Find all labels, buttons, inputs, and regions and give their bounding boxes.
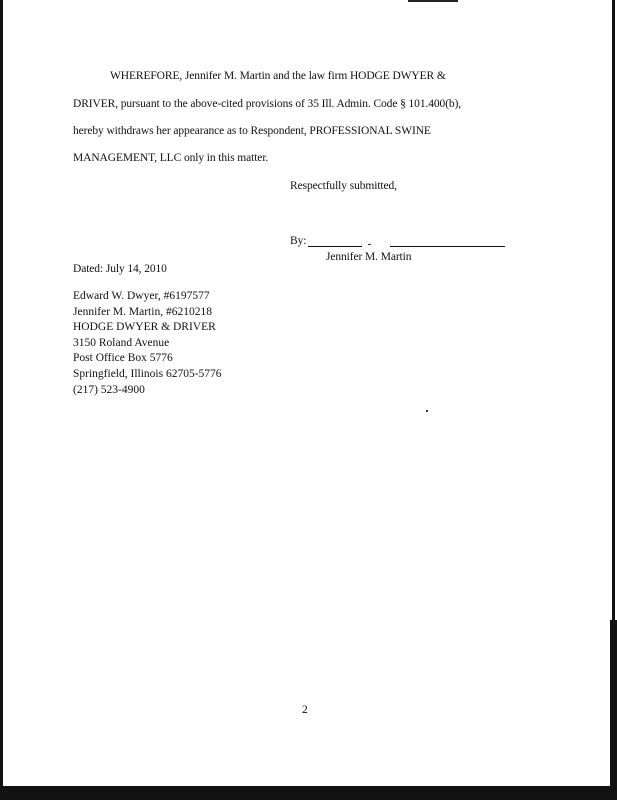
signature-by-label: By: <box>290 235 307 247</box>
signer-name: Jennifer M. Martin <box>326 251 412 263</box>
counsel-line: 3150 Roland Avenue <box>73 336 170 349</box>
scan-border-bottom <box>0 786 617 800</box>
counsel-line: HODGE DWYER & DRIVER <box>73 321 216 334</box>
signature-tick-mark <box>368 244 371 245</box>
counsel-line: Jennifer M. Martin, #6210218 <box>73 305 212 318</box>
counsel-line: (217) 523-4900 <box>73 383 145 396</box>
signature-line-short <box>308 246 362 247</box>
counsel-line: Post Office Box 5776 <box>73 352 173 365</box>
body-line-1: WHEREFORE, Jennifer M. Martin and the law firm HODGE DWYER & <box>110 70 446 82</box>
counsel-line: Springfield, Illinois 62705-5776 <box>73 367 222 380</box>
body-line-3: hereby withdraws her appearance as to Respondent, PROFESSIONAL SWINE <box>73 125 431 137</box>
scan-artifact-top <box>408 0 458 2</box>
scan-speck <box>426 410 428 412</box>
scan-border-right-lower <box>610 620 617 800</box>
scan-border-left <box>0 0 3 800</box>
closing-text: Respectfully submitted, <box>290 180 397 192</box>
body-line-2: DRIVER, pursuant to the above-cited provisions of 35 Ill. Admin. Code § 101.400(b), <box>73 98 462 110</box>
dated-line: Dated: July 14, 2010 <box>73 263 167 275</box>
counsel-line: Edward W. Dwyer, #6197577 <box>73 290 210 302</box>
counsel-address-block <box>73 289 222 398</box>
body-line-4: MANAGEMENT, LLC only in this matter. <box>73 152 269 164</box>
page-number: 2 <box>302 704 308 716</box>
signature-line-long <box>390 246 505 247</box>
